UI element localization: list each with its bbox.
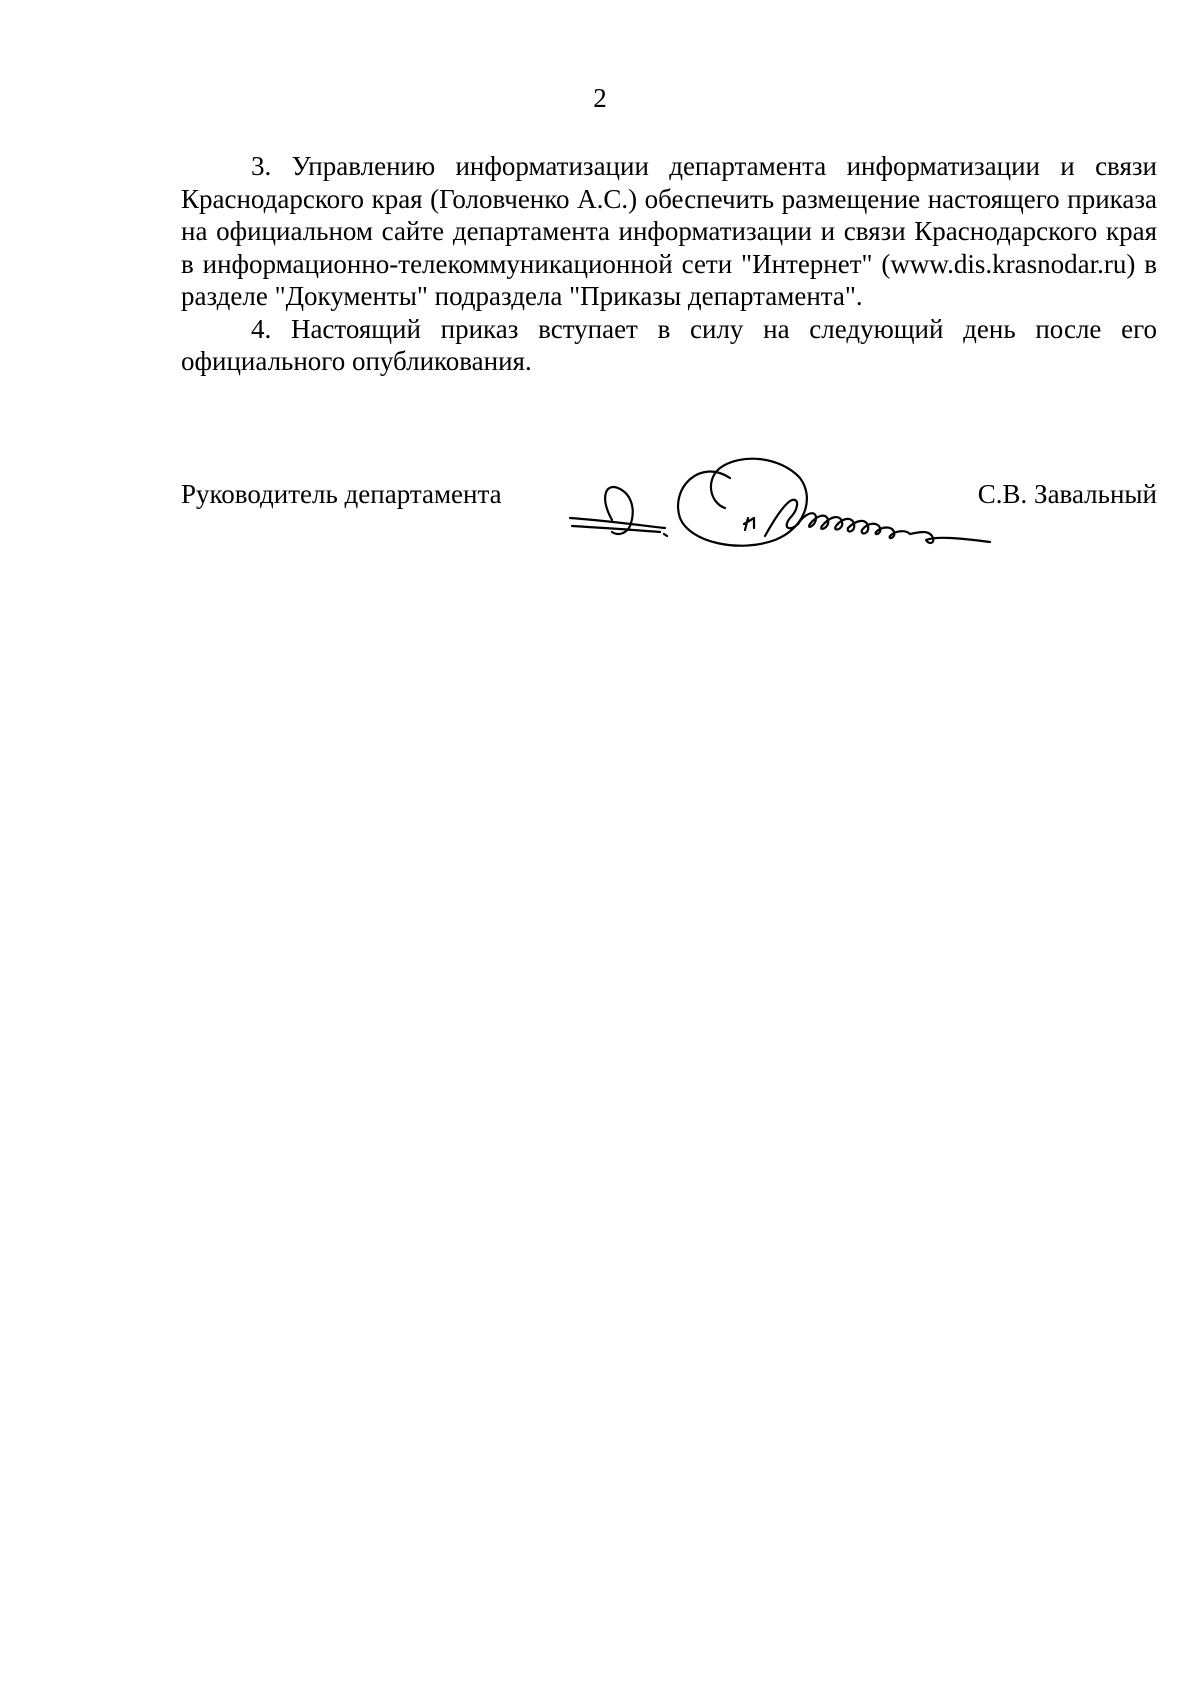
paragraph-3: 3. Управлению информатизации департамента информатизации и связи Краснодарского края (Головченко А.С.) обеспечить размещение настоящего приказа на официальном сайте департамента информатизации и связи Краснодарского края в информационно-телекоммуникационной сети "Интернет" (www.dis.krasnodar.ru) в разделе "Документы" подраздела "Приказы департамента". <box>181 151 1157 311</box>
paragraph-4: 4. Настоящий приказ вступает в силу на следующий день после его официального опубликования. <box>181 313 1157 376</box>
document-body <box>181 150 1157 378</box>
page-number: 2 <box>593 83 607 113</box>
signatory-title: Руководитель департамента <box>181 479 502 509</box>
handwritten-signature <box>560 448 1020 578</box>
signatory-name: С.В. Завальный <box>977 479 1157 509</box>
